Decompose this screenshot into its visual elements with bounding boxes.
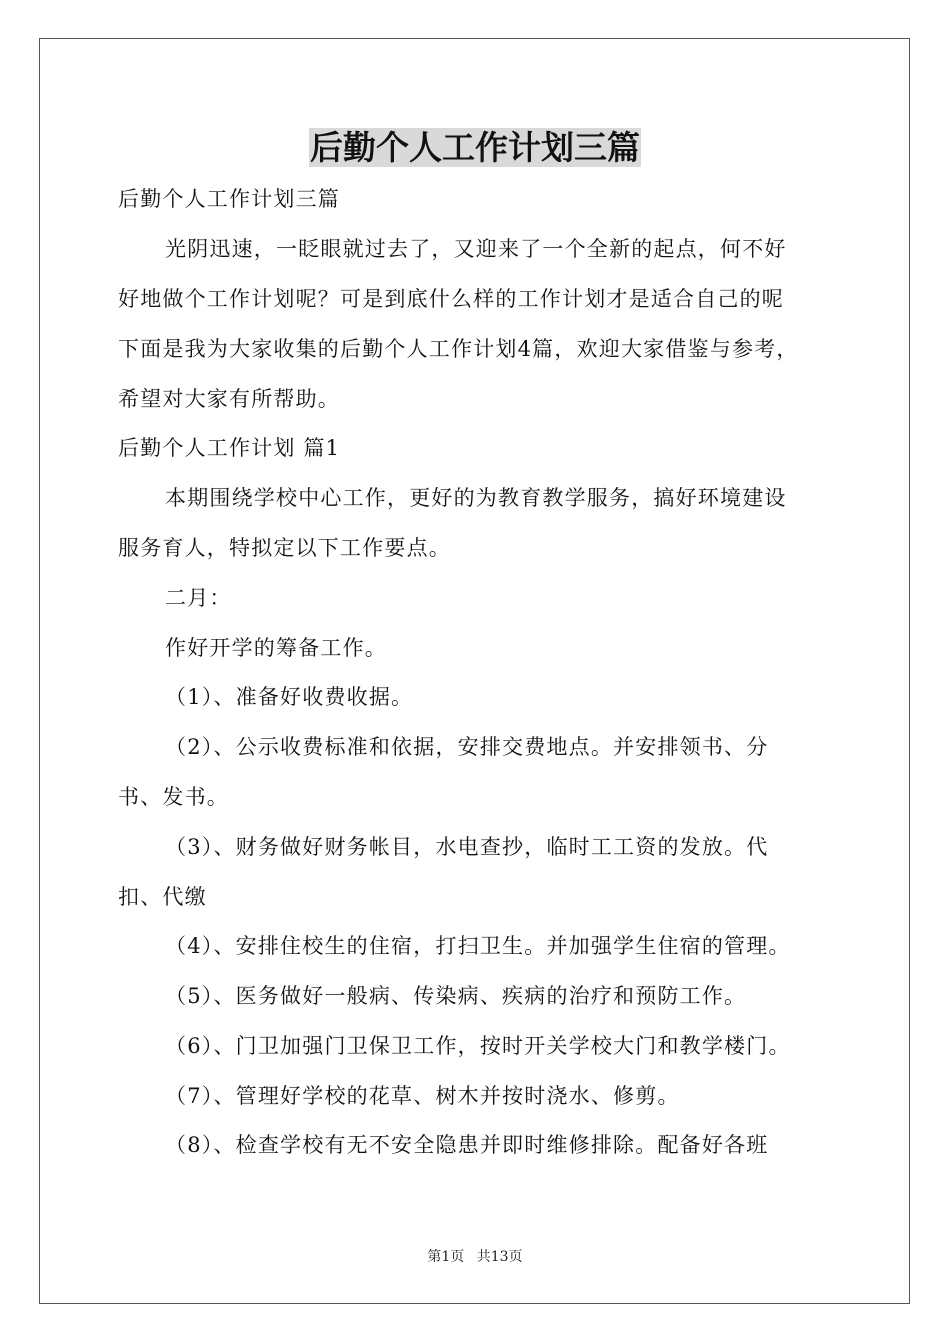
- page-total: 共13页: [476, 1249, 523, 1265]
- intro-line-2: 好地做个工作计划呢？可是到底什么样的工作计划才是适合自己的呢: [118, 287, 784, 311]
- list-item-2: （2）、公示收费标准和依据，安排交费地点。并安排领书、分: [165, 735, 769, 759]
- list-item-3-cont: 扣、代缴: [118, 885, 207, 909]
- list-item-4: （4）、安排住校生的住宿，打扫卫生。并加强学生住宿的管理。: [165, 934, 791, 958]
- page-border: [39, 38, 910, 1304]
- list-item-6: （6）、门卫加强门卫保卫工作，按时开关学校大门和教学楼门。: [165, 1034, 791, 1058]
- section-heading: 后勤个人工作计划 篇1: [118, 436, 341, 460]
- intro-line-4: 希望对大家有所帮助。: [118, 387, 340, 411]
- body-line-1: 本期围绕学校中心工作，更好的为教育教学服务，搞好环境建设: [165, 486, 787, 510]
- list-item-1: （1）、准备好收费收据。: [165, 685, 414, 709]
- page-number: 第1页: [427, 1249, 465, 1265]
- subtitle-line: 后勤个人工作计划三篇: [118, 187, 340, 211]
- list-item-8: （8）、检查学校有无不安全隐患并即时维修排除。配备好各班: [165, 1133, 769, 1157]
- page-footer: [0, 1247, 950, 1267]
- document-title-text: 后勤个人工作计划三篇: [310, 128, 640, 167]
- task-intro: 作好开学的筹备工作。: [165, 636, 387, 660]
- month-heading: 二月：: [165, 586, 232, 610]
- list-item-7: （7）、管理好学校的花草、树木并按时浇水、修剪。: [165, 1084, 680, 1108]
- list-item-3: （3）、财务做好财务帐目，水电查抄，临时工工资的发放。代: [165, 835, 769, 859]
- intro-line-1: 光阴迅速，一眨眼就过去了，又迎来了一个全新的起点，何不好: [165, 237, 787, 261]
- intro-line-3: 下面是我为大家收集的后勤个人工作计划4篇，欢迎大家借鉴与参考，: [118, 337, 799, 361]
- list-item-5: （5）、医务做好一般病、传染病、疾病的治疗和预防工作。: [165, 984, 747, 1008]
- list-item-2-cont: 书、发书。: [118, 785, 229, 809]
- body-line-2: 服务育人，特拟定以下工作要点。: [118, 536, 451, 560]
- document-title: [0, 124, 950, 172]
